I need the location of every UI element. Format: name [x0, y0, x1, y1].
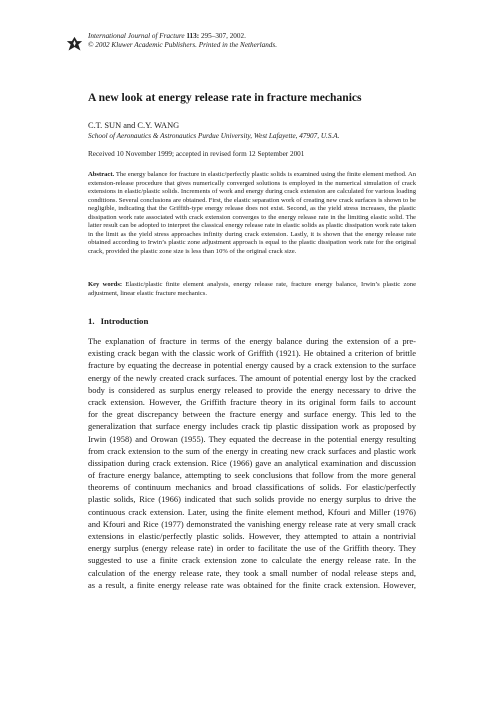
body-line: theorems of continuum mechanics and broad classifications of solids. For elastic/perfectly — [88, 482, 416, 493]
keywords-label: Key words: — [88, 281, 123, 288]
body-line: body is considered as surplus energy released to provide the energy necessary to drive the — [88, 384, 416, 395]
introduction-body — [88, 335, 416, 591]
body-line: crack extension. However, the Griffith fracture theory in its original form fails to account — [88, 396, 416, 407]
body-line: calculation of the energy release rate, they took a small number of nodal release steps and, — [88, 567, 416, 578]
journal-pages: 295–307, 2002. — [200, 32, 246, 40]
paper-title: A new look at energy release rate in fracture mechanics — [88, 91, 362, 104]
section-number: 1. — [88, 316, 95, 326]
body-line: plastic solids, Rice (1966) indicated that such solids provide no energy surplus to drive the — [88, 494, 416, 505]
body-line: for the great discrepancy between the fracture energy and surface energy. This led to the — [88, 409, 416, 420]
section-title: Introduction — [100, 316, 149, 326]
abstract-label: Abstract. — [88, 171, 115, 178]
body-line: energy of the newly created crack surfaces. The amount of potential energy lost by the cracked — [88, 372, 416, 383]
body-line: suggested to use a finite crack extension zone to calculate the energy release rate. In the — [88, 555, 416, 566]
body-line: existing crack began with the classic work of Griffith (1921). He obtained a criterion of brittle — [88, 348, 416, 359]
affiliation: School of Aeronautics & Astronautics Purdue University, West Lafayette, 47907, U.S.A. — [88, 132, 340, 140]
journal-volume: 113: — [186, 32, 200, 40]
body-line: Irwin (1958) and Orowan (1955). They equated the decrease in the potential energy resulting — [88, 433, 416, 444]
journal-name: International Journal of Fracture — [88, 32, 185, 40]
received-dates: Received 10 November 1999; accepted in revised form 12 September 2001 — [88, 150, 305, 158]
body-line: from crack extension to the sum of the energy in creating new crack surfaces and plastic work — [88, 445, 416, 456]
body-line: generalization that surface energy includes crack tip plastic dissipation work as proposed by — [88, 421, 416, 432]
body-line: extensions in elastic/perfectly plastic solids. However, they attempted to attain a nontrivial — [88, 531, 416, 541]
body-line: of fracture energy balance, attempting to seek conclusions that follow from the more general — [88, 470, 416, 481]
authors: C.T. SUN and C.Y. WANG — [88, 121, 180, 130]
body-line: continuous crack extension. Later, using the finite element method, Kfouri and Miller (1976) — [88, 506, 416, 517]
keywords-text: Elastic/plastic finite element analysis, energy release rate, fracture energy balance, Irwin’s plastic zone adjustment, linear elastic fracture mechanics. — [88, 281, 417, 297]
keywords — [88, 281, 416, 298]
body-line: and Kfouri and Rice (1977) demonstrated the vanishing energy release rate at very small crack — [88, 518, 416, 529]
body-line: dissipation during crack extension. Rice (1966) gave an analytical examination and discussion — [88, 457, 416, 468]
journal-header — [88, 32, 448, 51]
copyright-line: © 2002 Kluwer Academic Publishers. Printed in the Netherlands. — [88, 41, 277, 50]
abstract-text: The energy balance for fracture in elastic/perfectly plastic solids is examined using the finite element method. An extension-release procedure that gives numerically converged solutions is employed in the numerical simulation of crack extensions in elastic/plastic solids. Increments of work and energy during crack extension are calculated for various loading conditions. Several conclusions are obtained. First, the elastic separation work of creating new crack surfaces is shown to be negligible, indicating that the Griffith-type energy release does not exist. Second, as the yield stress increases, the plastic dissipation work rate associated with crack extension converges to the energy release rate in the limiting elastic solid. The latter result can be adopted to interpret the classical energy release rate in elastic solids as plastic dissipation work rate taken in the limit as the yield stress approaches infinity during crack extension. Lastly, it is shown that the energy release rate obtained according to Irwin’s plastic zone adjustment approach is equal to the plastic dissipation work rate for the original crack, provided the plastic zone size is less than 10% of the original crack size. — [88, 171, 416, 255]
section-heading-introduction — [88, 316, 148, 326]
body-line: energy surplus (energy release rate) in order to facilitate the use of the Griffith theory. They — [88, 543, 416, 554]
publisher-logo-icon — [66, 36, 83, 53]
body-line: The explanation of fracture in terms of the energy balance during the extension of a pre- — [88, 336, 416, 346]
body-line: as a result, a finite energy release rate was obtained for the finite crack extension. However, — [88, 579, 416, 590]
journal-citation-line — [88, 32, 448, 41]
abstract — [88, 171, 416, 256]
body-line: fracture by equating the decrease in potential energy caused by a crack extension to the surface — [88, 360, 416, 371]
